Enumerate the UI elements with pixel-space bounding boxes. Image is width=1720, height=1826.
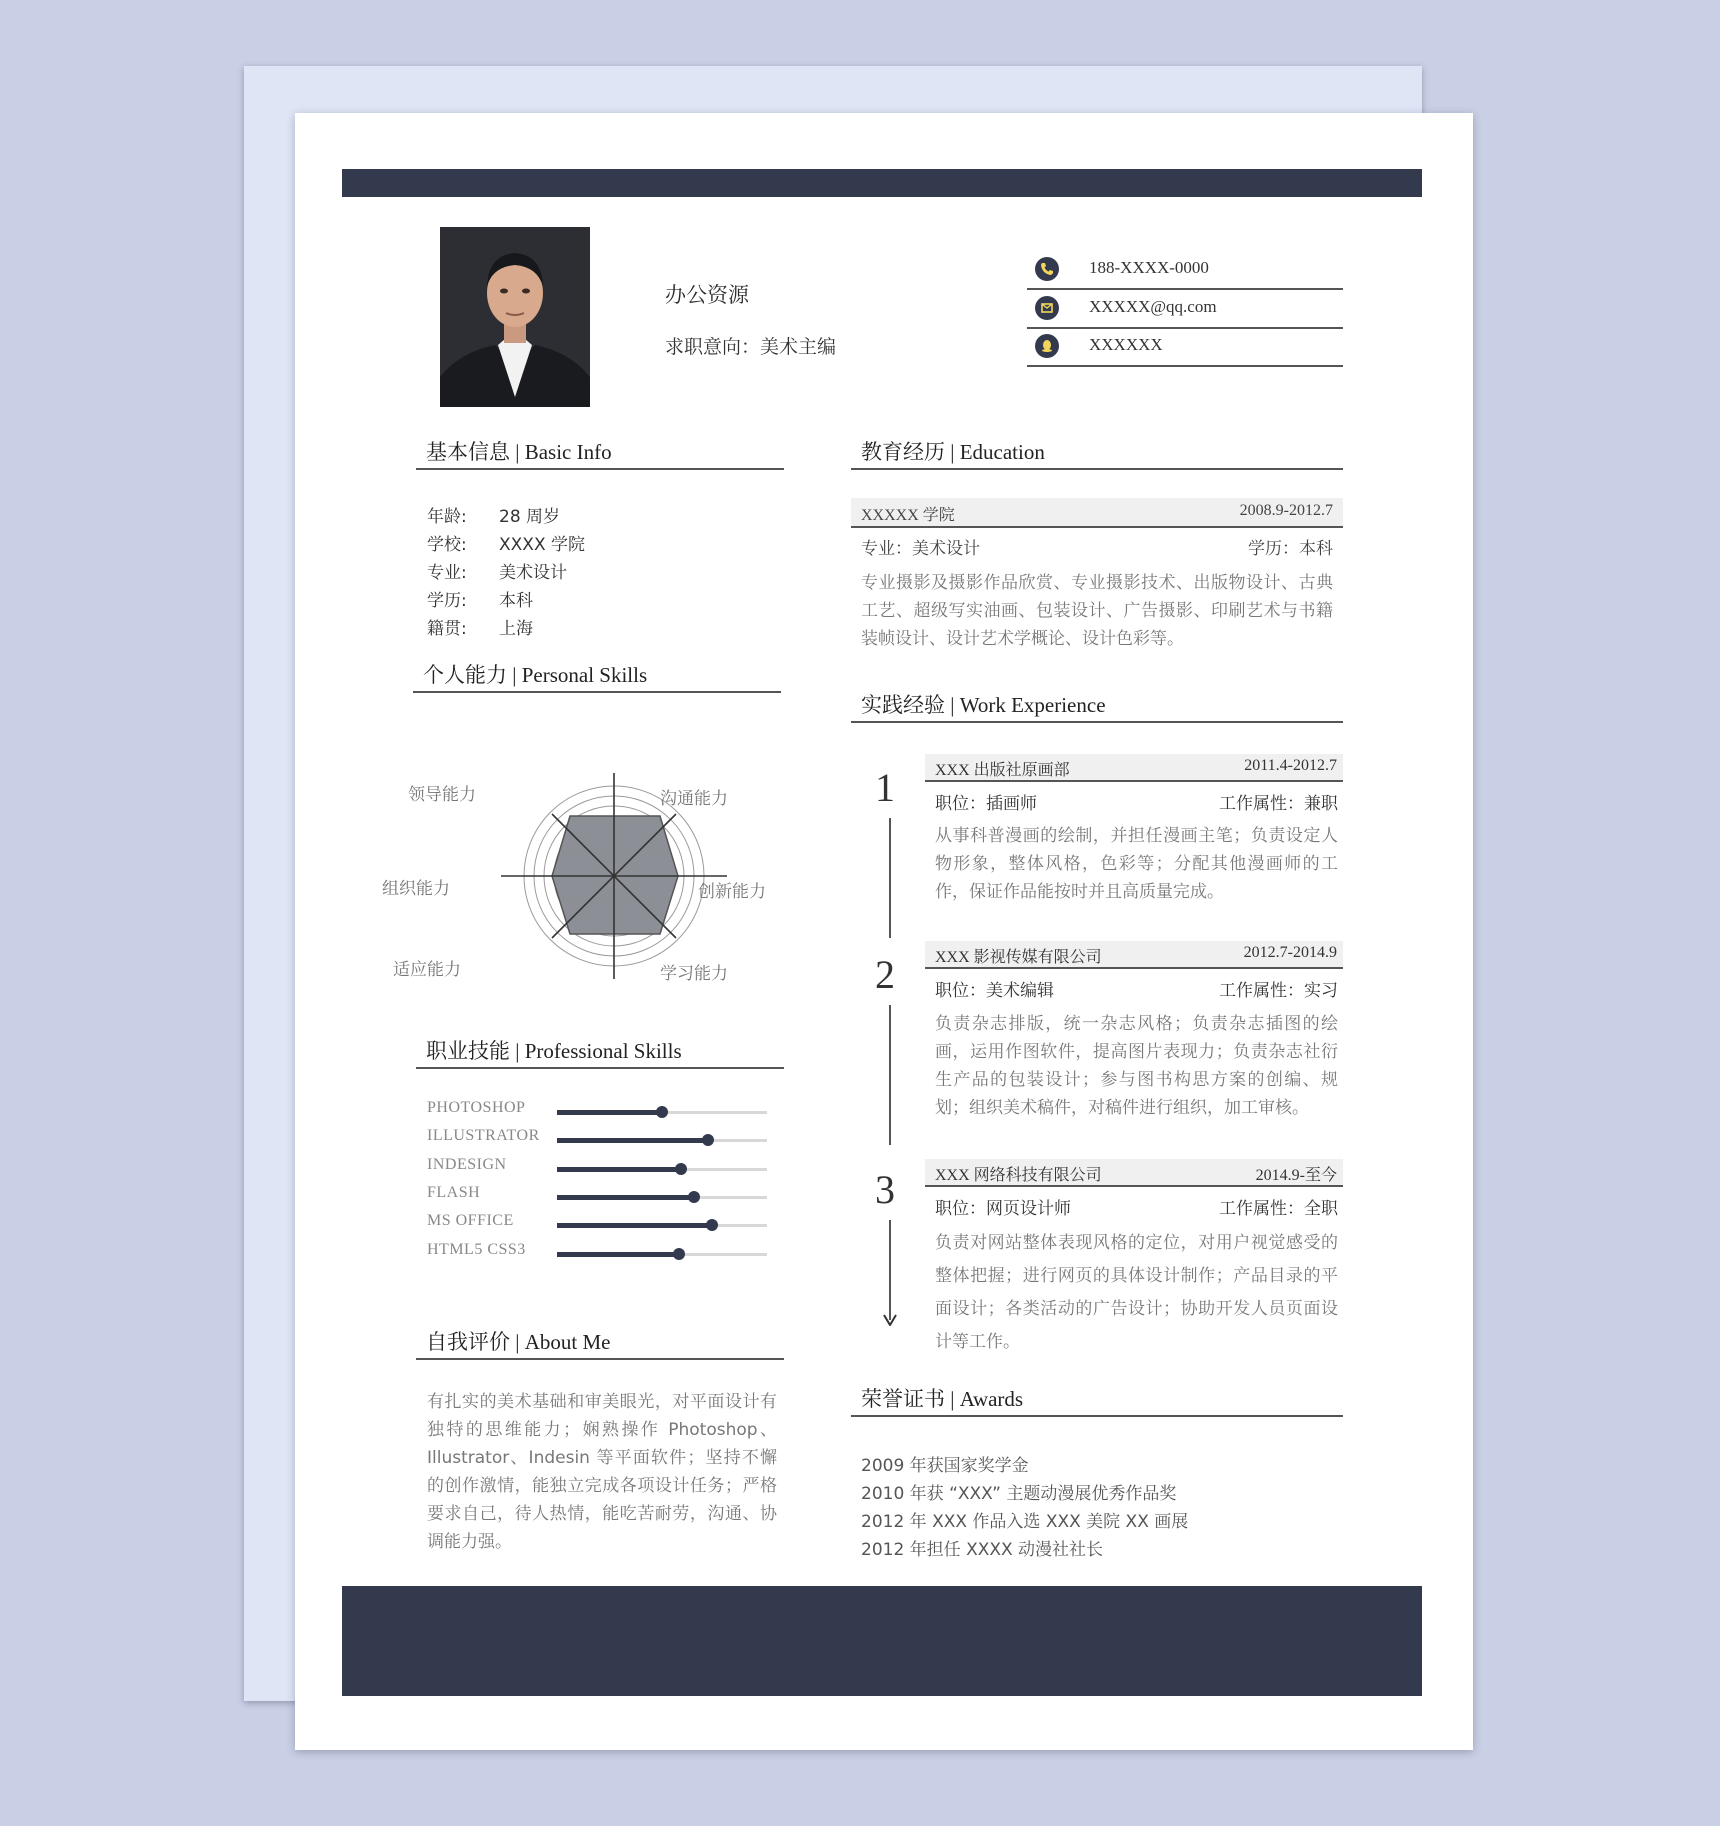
job-type: 工作属性：实习	[1219, 981, 1338, 1001]
skill-track	[557, 1224, 767, 1227]
skill-level-fill	[557, 1252, 679, 1257]
phone-icon	[1035, 257, 1059, 281]
skill-level-fill	[557, 1167, 681, 1172]
radar-label-leadership: 领导能力	[408, 785, 476, 805]
education-major: 专业：美术设计	[861, 539, 980, 559]
timeline-number: 3	[875, 1167, 895, 1212]
section-work-experience-title: 实践经验 | Work Experience	[851, 687, 1343, 723]
skill-level-fill	[557, 1110, 662, 1115]
skill-level-fill	[557, 1223, 712, 1228]
mail-icon	[1035, 296, 1059, 320]
skill-name: INDESIGN	[427, 1155, 507, 1173]
bottom-banner-bar	[342, 1586, 1422, 1696]
job-period: 2014.9-至今	[1255, 1167, 1337, 1184]
skill-level-fill	[557, 1138, 708, 1143]
basic-info-row: 籍贯: 上海	[427, 619, 533, 639]
profile-photo	[440, 227, 590, 407]
job-position: 职位：插画师	[935, 794, 1037, 814]
job-subline	[935, 789, 1338, 814]
contact-qq-row	[1027, 328, 1343, 367]
education-description: 专业摄影及摄影作品欣赏、专业摄影技术、出版物设计、古典工艺、超级写实油画、包装设计、广告摄影、印刷艺术与书籍装帧设计、设计艺术学概论、设计色彩等。	[861, 573, 1333, 649]
section-professional-skills-title: 职业技能 | Professional Skills	[416, 1033, 784, 1069]
resume-page	[295, 113, 1473, 1750]
qq-number: XXXXXX	[1089, 335, 1163, 354]
skill-name: MS OFFICE	[427, 1212, 514, 1230]
basic-info-row: 年龄: 28 周岁	[427, 507, 561, 527]
basic-info-row: 专业: 美术设计	[427, 563, 567, 583]
job-description: 从事科普漫画的绘制，并担任漫画主笔；负责设定人物形象，整体风格，色彩等；分配其他漫画师的工作，保证作品能按时并且高质量完成。	[935, 826, 1338, 902]
qq-icon	[1035, 334, 1059, 358]
about-me-text: 有扎实的美术基础和审美眼光，对平面设计有独特的思维能力；娴熟操作 Photoshop、Illustrator、Indesin 等平面软件；坚持不懈的创作激情，能独立完成各项设计任务；严格要求自己，待人热情，能吃苦耐劳，沟通、协调能力强。	[427, 1392, 777, 1552]
timeline-line	[889, 1220, 891, 1320]
section-education-title: 教育经历 | Education	[851, 434, 1343, 470]
phone-number: 188-XXXX-0000	[1089, 258, 1209, 277]
skill-level-dot	[673, 1248, 685, 1260]
award-item: 2010 年获 “XXX” 主题动漫展优秀作品奖	[861, 1484, 1177, 1504]
radar-label-learning: 学习能力	[660, 964, 728, 984]
job-header	[925, 941, 1343, 969]
basic-info-row: 学校: XXXX 学院	[427, 535, 585, 555]
job-type: 工作属性：兼职	[1219, 794, 1338, 814]
skill-level-dot	[702, 1134, 714, 1146]
contact-email-row	[1027, 290, 1343, 329]
radar-label-organization: 组织能力	[382, 879, 450, 899]
basic-info-row: 学历: 本科	[427, 591, 533, 611]
skill-track	[557, 1111, 767, 1114]
education-period: 2008.9-2012.7	[1239, 502, 1333, 519]
award-item: 2009 年获国家奖学金	[861, 1456, 1029, 1476]
timeline-number: 2	[875, 952, 895, 997]
radar-label-innovation: 创新能力	[698, 882, 766, 902]
skill-name: FLASH	[427, 1183, 481, 1201]
skill-name: ILLUSTRATOR	[427, 1127, 540, 1145]
job-intent: 求职意向：美术主编	[665, 336, 837, 358]
timeline-line	[889, 1005, 891, 1145]
job-period: 2012.7-2014.9	[1243, 944, 1337, 961]
section-personal-skills-title: 个人能力 | Personal Skills	[413, 657, 781, 693]
skill-level-dot	[656, 1106, 668, 1118]
email-address: XXXXX@qq.com	[1089, 297, 1217, 316]
radar-label-communication: 沟通能力	[660, 789, 728, 809]
timeline-arrow-icon	[883, 1314, 897, 1326]
job-subline	[935, 976, 1338, 1001]
job-description: 负责杂志排版，统一杂志风格；负责杂志插图的绘画，运用作图软件，提高图片表现力；负责杂志社衍生产品的包装设计；参与图书构思方案的创编、规划；组织美术稿件，对稿件进行组织，加工审核。	[935, 1014, 1338, 1118]
job-header	[925, 1159, 1343, 1187]
skill-track	[557, 1139, 767, 1142]
section-basic-info-title: 基本信息 | Basic Info	[416, 434, 784, 470]
section-awards-title: 荣誉证书 | Awards	[851, 1381, 1343, 1417]
contact-phone-row	[1027, 251, 1343, 290]
skill-level-dot	[688, 1191, 700, 1203]
radar-label-adaptability: 适应能力	[393, 960, 461, 980]
skill-level-dot	[675, 1163, 687, 1175]
timeline-line	[889, 818, 891, 938]
timeline-number: 1	[875, 765, 895, 810]
skill-level-dot	[706, 1219, 718, 1231]
award-item: 2012 年担任 XXXX 动漫社社长	[861, 1540, 1104, 1560]
job-company: XXX 影视传媒有限公司	[935, 949, 1102, 966]
job-description: 负责对网站整体表现风格的定位，对用户视觉感受的整体把握；进行网页的具体设计制作；产品目录的平面设计；各类活动的广告设计；协助开发人员页面设计等工作。	[935, 1233, 1338, 1352]
job-company: XXX 网络科技有限公司	[935, 1167, 1102, 1184]
job-subline	[935, 1194, 1338, 1219]
job-type: 工作属性：全职	[1219, 1199, 1338, 1219]
skill-track	[557, 1253, 767, 1256]
education-header	[851, 498, 1343, 528]
job-company: XXX 出版社原画部	[935, 762, 1070, 779]
education-subline	[861, 534, 1333, 559]
top-banner-bar	[342, 169, 1422, 197]
candidate-name: 办公资源	[665, 283, 749, 307]
skill-track	[557, 1168, 767, 1171]
job-header	[925, 754, 1343, 782]
education-degree: 学历：本科	[1248, 539, 1333, 559]
skill-track	[557, 1196, 767, 1199]
skill-name: PHOTOSHOP	[427, 1099, 526, 1116]
job-position: 职位：网页设计师	[935, 1199, 1071, 1219]
skill-level-fill	[557, 1195, 694, 1200]
section-about-me-title: 自我评价 | About Me	[416, 1324, 784, 1360]
job-period: 2011.4-2012.7	[1244, 757, 1337, 774]
skill-name: HTML5 CSS3	[427, 1240, 526, 1258]
job-position: 职位：美术编辑	[935, 981, 1054, 1001]
school-name: XXXXX 学院	[861, 507, 955, 524]
award-item: 2012 年 XXX 作品入选 XXX 美院 XX 画展	[861, 1512, 1189, 1532]
